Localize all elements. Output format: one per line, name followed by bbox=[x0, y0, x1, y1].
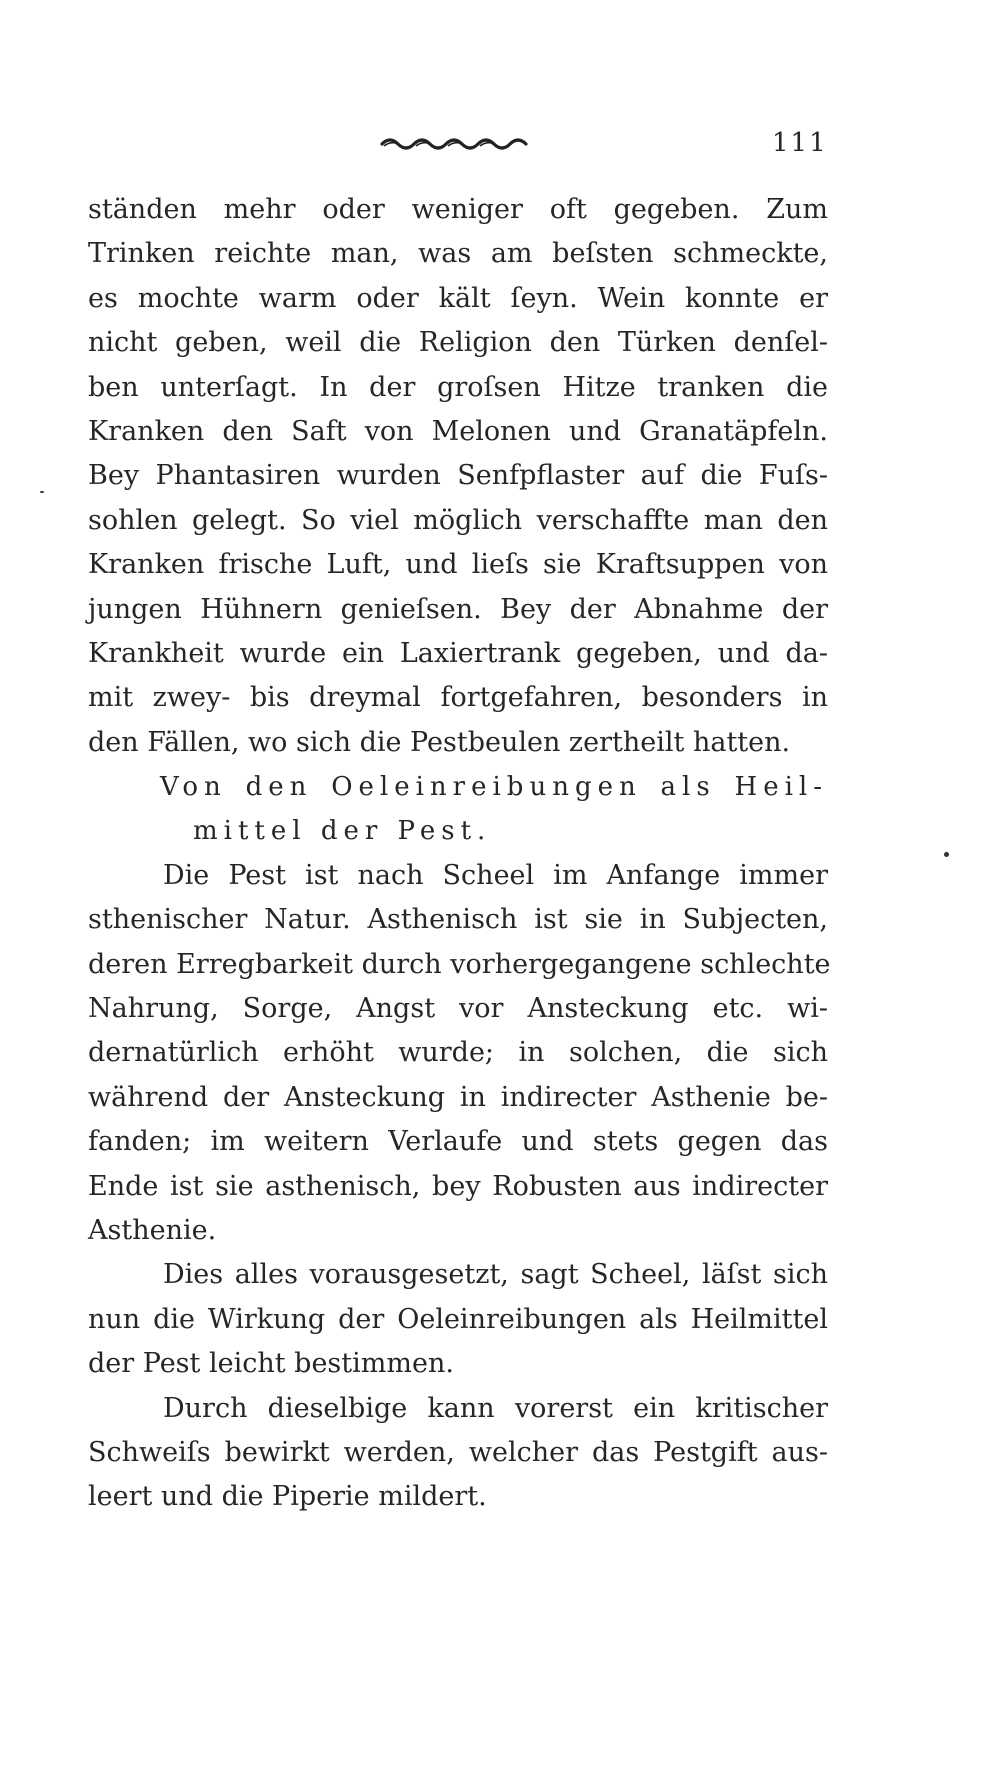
heading-line: Von den Oeleinreibungen als Heil- bbox=[160, 772, 828, 803]
text-line: ben unterſagt. In der groſsen Hitze tranken die bbox=[88, 371, 828, 403]
text-line: Bey Phantasiren wurden Senfpflaster auf die Fuſs- bbox=[88, 460, 828, 492]
heading-line: mittel der Pest. bbox=[193, 816, 492, 847]
text-line: Dies alles vorausgesetzt, sagt Scheel, läſst sich bbox=[163, 1259, 828, 1291]
ink-speck bbox=[944, 852, 949, 857]
text-line: Schweiſs bewirkt werden, welcher das Pestgift aus- bbox=[88, 1436, 828, 1468]
text-line: ständen mehr oder weniger oft gegeben. Zum bbox=[88, 194, 828, 225]
text-line: jungen Hühnern genieſsen. Bey der Abnahme der bbox=[88, 593, 828, 625]
text-line: der Pest leicht bestimmen. bbox=[88, 1348, 454, 1380]
ink-speck bbox=[40, 491, 44, 493]
section-heading bbox=[88, 765, 828, 854]
text-line: nicht geben, weil die Religion den Türken denſel- bbox=[88, 327, 828, 359]
text-line: Kranken den Saft von Melonen und Granatäpfeln. bbox=[88, 415, 828, 447]
text-line: den Fällen, wo sich die Pestbeulen zertheilt hatten. bbox=[88, 726, 791, 758]
text-line: Nahrung, Sorge, Angst vor Ansteckung etc. wi- bbox=[88, 993, 828, 1025]
text-line: fanden; im weitern Verlaufe und stets gegen das bbox=[88, 1126, 828, 1158]
text-line: deren Erregbarkeit durch vorhergegangene schlechte bbox=[88, 948, 831, 980]
paragraph bbox=[88, 1387, 828, 1520]
text-line: leert und die Piperie mildert. bbox=[88, 1481, 487, 1513]
text-line: während der Ansteckung in indirecter Asthenie be- bbox=[88, 1081, 828, 1113]
text-line: Trinken reichte man, was am beſsten schmeckte, bbox=[88, 238, 828, 270]
paragraph bbox=[88, 188, 828, 765]
text-line: Krankheit wurde ein Laxiertrank gegeben, und da- bbox=[88, 637, 828, 669]
text-line: Asthenie. bbox=[88, 1214, 217, 1246]
paragraph bbox=[88, 854, 831, 1254]
text-line: Die Pest ist nach Scheel im Anfange immer bbox=[163, 859, 828, 891]
text-line: sohlen gelegt. So viel möglich verschaffte man den bbox=[88, 504, 828, 536]
text-line: Ende ist sie asthenisch, bey Robusten aus indirecter bbox=[88, 1170, 828, 1202]
text-line: sthenischer Natur. Asthenisch ist sie in Subjecten, bbox=[88, 904, 828, 936]
text-line: nun die Wirkung der Oeleinreibungen als Heilmittel bbox=[88, 1303, 828, 1335]
paragraph bbox=[88, 1253, 828, 1386]
page-number: 111 bbox=[772, 128, 828, 158]
text-line: mit zwey- bis dreymal fortgefahren, besonders in bbox=[88, 682, 828, 714]
text-line: es mochte warm oder kält ſeyn. Wein konnte er bbox=[88, 282, 828, 314]
ornament-rule-icon bbox=[378, 130, 528, 152]
text-line: Kranken frische Luft, und lieſs sie Kraftsuppen von bbox=[88, 549, 828, 581]
body-text bbox=[88, 188, 831, 1520]
text-line: dernatürlich erhöht wurde; in solchen, die sich bbox=[88, 1037, 828, 1069]
page-header bbox=[0, 128, 1000, 168]
text-line: Durch dieselbige kann vorerst ein kritischer bbox=[163, 1392, 828, 1424]
